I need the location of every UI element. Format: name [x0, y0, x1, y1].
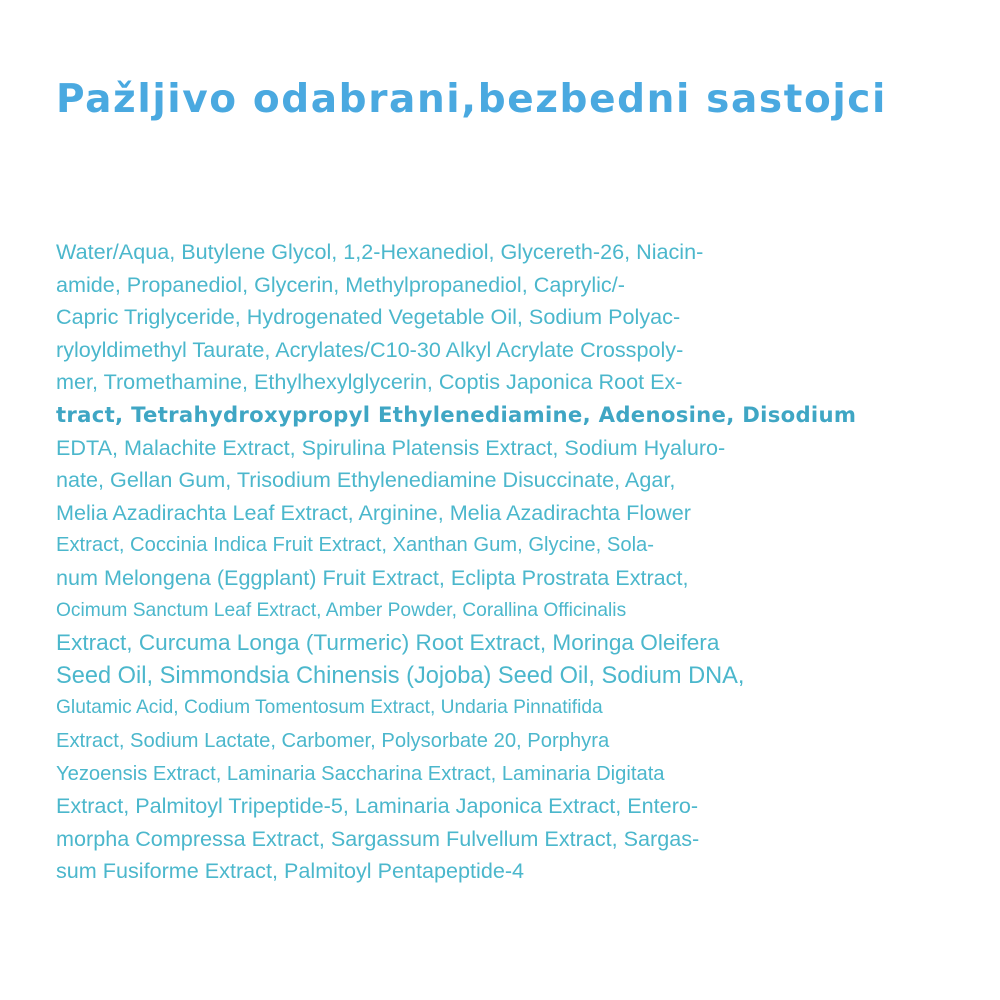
ingredients-line: morpha Compressa Extract, Sargassum Fulvellum Extract, Sargas- — [56, 825, 700, 851]
ingredients-line: EDTA, Malachite Extract, Spirulina Platensis Extract, Sodium Hyaluro- — [56, 434, 726, 460]
ingredients-line: Seed Oil, Simmondsia Chinensis (Jojoba) Seed Oil, Sodium DNA, — [56, 662, 745, 689]
ingredients-line: Capric Triglyceride, Hydrogenated Vegetable Oil, Sodium Polyac- — [56, 304, 681, 330]
ingredients-line: Melia Azadirachta Leaf Extract, Arginine, Melia Azadirachta Flower — [56, 499, 691, 525]
ingredients-line: nate, Gellan Gum, Trisodium Ethylenediamine Disuccinate, Agar, — [56, 467, 676, 493]
ingredients-line: ryloyldimethyl Taurate, Acrylates/C10-30 Alkyl Acrylate Crosspoly- — [56, 336, 684, 362]
ingredients-line: Yezoensis Extract, Laminaria Saccharina Extract, Laminaria Digitata — [56, 762, 665, 785]
ingredients-line: Extract, Sodium Lactate, Carbomer, Polysorbate 20, Porphyra — [56, 729, 610, 752]
ingredients-line: Water/Aqua, Butylene Glycol, 1,2-Hexanediol, Glycereth-26, Niacin- — [56, 239, 704, 264]
ingredients-line: sum Fusiforme Extract, Palmitoyl Pentapeptide-4 — [56, 858, 525, 884]
ingredients-line: Extract, Curcuma Longa (Turmeric) Root Extract, Moringa Oleifera — [56, 630, 720, 656]
ingredients-line: Extract, Coccinia Indica Fruit Extract, Xanthan Gum, Glycine, Sola- — [56, 534, 655, 557]
ingredients-line: Ocimum Sanctum Leaf Extract, Amber Powder, Corallina Officinalis — [56, 599, 627, 621]
ingredients-line: num Melongena (Eggplant) Fruit Extract, Eclipta Prostrata Extract, — [56, 564, 689, 590]
ingredients-list — [56, 236, 956, 888]
ingredients-line: amide, Propanediol, Glycerin, Methylpropanediol, Caprylic/- — [56, 271, 625, 297]
page-title: Pažljivo odabrani,bezbedni sastojci — [56, 77, 887, 122]
ingredients-line: mer, Tromethamine, Ethylhexylglycerin, Coptis Japonica Root Ex- — [56, 369, 683, 395]
ingredients-line-bold: tract, Tetrahydroxypropyl Ethylenediamine, Adenosine, Disodium — [56, 401, 857, 427]
ingredients-line: Glutamic Acid, Codium Tomentosum Extract, Undaria Pinnatifida — [56, 697, 603, 719]
ingredients-line: Extract, Palmitoyl Tripeptide-5, Laminaria Japonica Extract, Entero- — [56, 793, 699, 819]
